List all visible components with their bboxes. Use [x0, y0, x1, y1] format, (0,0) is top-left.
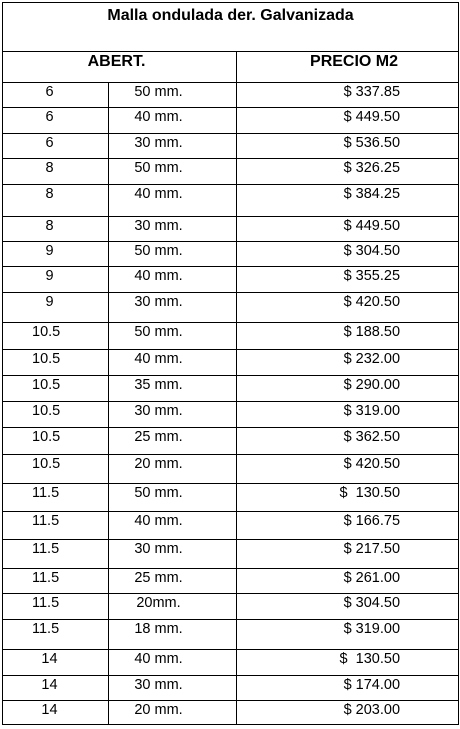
abertura-cell: 14	[3, 676, 109, 701]
precio-cell: $ 188.50	[237, 323, 459, 350]
precio-cell: $ 130.50	[237, 650, 459, 676]
abertura-cell: 8	[3, 185, 109, 217]
abertura-cell: 10.5	[3, 323, 109, 350]
precio-cell: $ 449.50	[237, 217, 459, 242]
abertura-cell: 11.5	[3, 540, 109, 569]
medida-cell: 30 mm.	[109, 540, 237, 569]
precio-cell: $ 261.00	[237, 569, 459, 594]
table-row	[3, 455, 459, 484]
medida-cell: 30 mm.	[109, 676, 237, 701]
abertura-cell: 10.5	[3, 376, 109, 402]
medida-cell: 40 mm.	[109, 650, 237, 676]
precio-cell: $ 174.00	[237, 676, 459, 701]
precio-cell: $ 337.85	[237, 83, 459, 108]
medida-cell: 40 mm.	[109, 512, 237, 540]
medida-cell: 50 mm.	[109, 484, 237, 512]
table-row	[3, 676, 459, 701]
precio-cell: $ 166.75	[237, 512, 459, 540]
abertura-cell: 9	[3, 293, 109, 323]
abertura-cell: 9	[3, 242, 109, 267]
medida-cell: 20 mm.	[109, 455, 237, 484]
abertura-cell: 6	[3, 83, 109, 108]
table-row	[3, 108, 459, 134]
table-row	[3, 569, 459, 594]
table-row	[3, 159, 459, 185]
medida-cell: 40 mm.	[109, 267, 237, 293]
abertura-cell: 11.5	[3, 512, 109, 540]
table-row	[3, 350, 459, 376]
medida-cell: 20mm.	[109, 594, 237, 620]
table-row	[3, 267, 459, 293]
table-row	[3, 594, 459, 620]
abertura-cell: 11.5	[3, 569, 109, 594]
abertura-cell: 8	[3, 217, 109, 242]
precio-cell: $ 304.50	[237, 242, 459, 267]
precio-cell: $ 130.50	[237, 484, 459, 512]
medida-cell: 30 mm.	[109, 134, 237, 159]
abertura-cell: 10.5	[3, 428, 109, 455]
precio-cell: $ 326.25	[237, 159, 459, 185]
abertura-cell: 6	[3, 134, 109, 159]
precio-cell: $ 536.50	[237, 134, 459, 159]
precio-cell: $ 232.00	[237, 350, 459, 376]
medida-cell: 30 mm.	[109, 402, 237, 428]
abertura-cell: 11.5	[3, 594, 109, 620]
abertura-cell: 10.5	[3, 455, 109, 484]
table-title: Malla ondulada der. Galvanizada	[3, 3, 459, 52]
table-row	[3, 484, 459, 512]
medida-cell: 40 mm.	[109, 185, 237, 217]
abertura-cell: 8	[3, 159, 109, 185]
abertura-cell: 9	[3, 267, 109, 293]
medida-cell: 50 mm.	[109, 242, 237, 267]
precio-cell: $ 304.50	[237, 594, 459, 620]
table-body	[3, 83, 459, 725]
medida-cell: 25 mm.	[109, 428, 237, 455]
precio-cell: $ 217.50	[237, 540, 459, 569]
abertura-cell: 14	[3, 650, 109, 676]
table-row	[3, 402, 459, 428]
medida-cell: 50 mm.	[109, 83, 237, 108]
table-row	[3, 83, 459, 108]
table-row	[3, 323, 459, 350]
table-row	[3, 242, 459, 267]
table-row	[3, 217, 459, 242]
abertura-cell: 11.5	[3, 484, 109, 512]
abertura-cell: 10.5	[3, 350, 109, 376]
price-table	[2, 2, 459, 725]
precio-cell: $ 420.50	[237, 293, 459, 323]
table-row	[3, 620, 459, 650]
precio-cell: $ 203.00	[237, 701, 459, 725]
table-row	[3, 428, 459, 455]
table-row	[3, 293, 459, 323]
table-row	[3, 650, 459, 676]
abertura-cell: 14	[3, 701, 109, 725]
header-abert: ABERT.	[3, 52, 237, 83]
precio-cell: $ 290.00	[237, 376, 459, 402]
medida-cell: 40 mm.	[109, 108, 237, 134]
medida-cell: 20 mm.	[109, 701, 237, 725]
price-table-container	[2, 2, 458, 725]
header-precio: PRECIO M2	[237, 52, 459, 83]
medida-cell: 18 mm.	[109, 620, 237, 650]
table-row	[3, 512, 459, 540]
precio-cell: $ 362.50	[237, 428, 459, 455]
precio-cell: $ 449.50	[237, 108, 459, 134]
medida-cell: 30 mm.	[109, 293, 237, 323]
precio-cell: $ 420.50	[237, 455, 459, 484]
precio-cell: $ 319.00	[237, 620, 459, 650]
medida-cell: 30 mm.	[109, 217, 237, 242]
table-row	[3, 134, 459, 159]
table-row	[3, 376, 459, 402]
abertura-cell: 10.5	[3, 402, 109, 428]
medida-cell: 50 mm.	[109, 159, 237, 185]
abertura-cell: 11.5	[3, 620, 109, 650]
abertura-cell: 6	[3, 108, 109, 134]
medida-cell: 40 mm.	[109, 350, 237, 376]
medida-cell: 50 mm.	[109, 323, 237, 350]
table-row	[3, 540, 459, 569]
table-row	[3, 701, 459, 725]
header-row	[3, 52, 459, 83]
title-row	[3, 3, 459, 52]
medida-cell: 35 mm.	[109, 376, 237, 402]
precio-cell: $ 384.25	[237, 185, 459, 217]
precio-cell: $ 319.00	[237, 402, 459, 428]
precio-cell: $ 355.25	[237, 267, 459, 293]
table-row	[3, 185, 459, 217]
medida-cell: 25 mm.	[109, 569, 237, 594]
